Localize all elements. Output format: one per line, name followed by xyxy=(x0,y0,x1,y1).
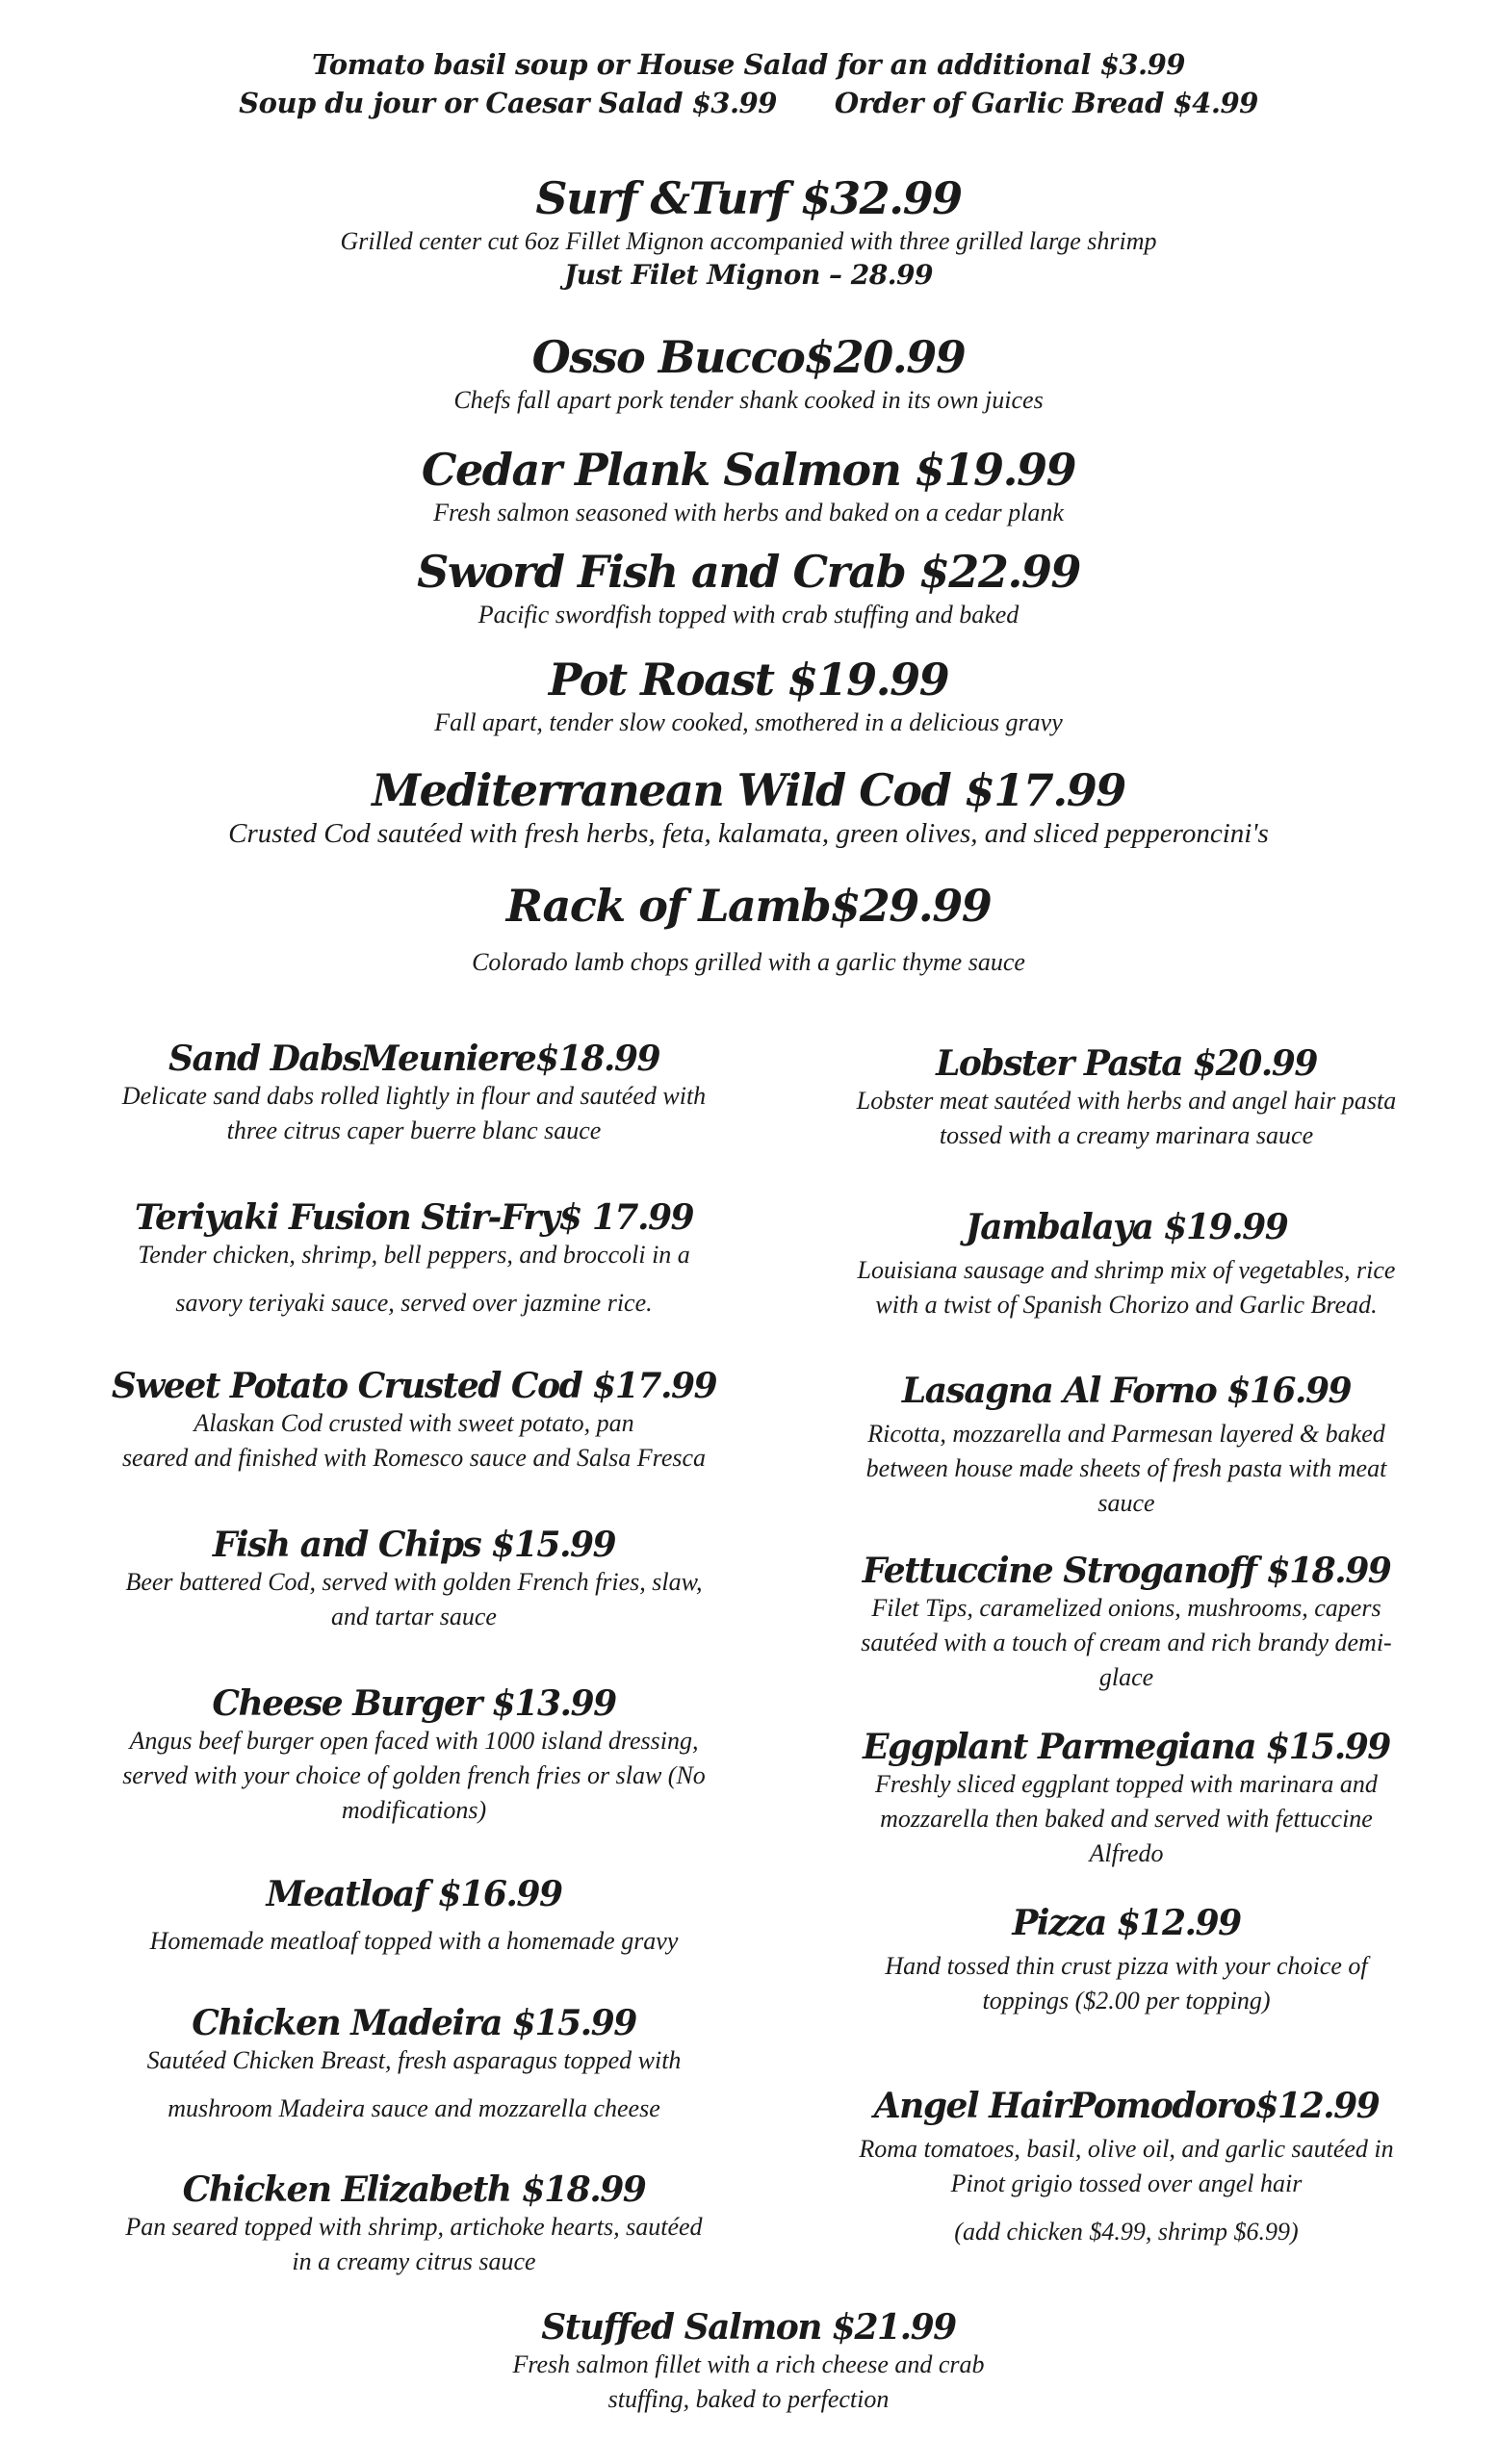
menu-item-teriyaki-stir-fry xyxy=(77,1198,751,1321)
item-title: Cheese Burger $13.99 xyxy=(212,1683,616,1724)
item-description-line: glace xyxy=(1098,1663,1154,1692)
item-description: Grilled center cut 6oz Fillet Mignon accompanied with three grilled large shrimp xyxy=(340,226,1157,255)
menu-item-chicken-madeira xyxy=(77,2004,751,2126)
featured-item-mediterranean-cod xyxy=(0,765,1497,851)
item-title: Eggplant Parmegiana $15.99 xyxy=(863,1727,1390,1767)
item-title: Fish and Chips $15.99 xyxy=(212,1525,616,1565)
item-description-line: Homemade meatloaf topped with a homemade gravy xyxy=(149,1927,679,1956)
featured-item-pot-roast xyxy=(0,654,1497,740)
item-title: Mediterranean Wild Cod $17.99 xyxy=(372,764,1125,816)
item-description-line: toppings ($2.00 per topping) xyxy=(982,1987,1271,2015)
menu-item-meatloaf xyxy=(77,1875,751,1959)
item-description: Pacific swordfish topped with crab stuffing and baked xyxy=(477,600,1020,629)
item-title: Meatloaf $16.99 xyxy=(266,1874,562,1914)
item-description-line: sauce xyxy=(1097,1489,1155,1518)
menu-item-lasagna xyxy=(789,1372,1463,1521)
menu-item-lobster-pasta xyxy=(789,1044,1463,1153)
featured-item-osso-bucco xyxy=(0,332,1497,418)
item-description-line: and tartar sauce xyxy=(331,1603,497,1631)
item-description-line: Ricotta, mozzarella and Parmesan layered & baked xyxy=(867,1420,1385,1449)
featured-item-cedar-plank-salmon xyxy=(0,445,1497,530)
item-description-line: (add chicken $4.99, shrimp $6.99) xyxy=(954,2218,1299,2246)
item-description-line: with a twist of Spanish Chorizo and Garlic Bread. xyxy=(875,1291,1378,1320)
item-description-line: Pan seared topped with shrimp, artichoke hearts, sautéed xyxy=(125,2213,703,2242)
menu-item-sweet-potato-cod xyxy=(77,1367,751,1476)
menu-item-sand-dabs xyxy=(77,1040,751,1148)
item-description-line: three citrus caper buerre blanc sauce xyxy=(226,1116,602,1145)
item-title: Surf &Turf $32.99 xyxy=(535,172,962,224)
featured-item-surf-turf xyxy=(0,173,1497,291)
item-description: Crusted Cod sautéed with fresh herbs, feta, kalamata, green olives, and sliced pepperoncini's xyxy=(228,817,1269,849)
item-title: Lasagna Al Forno $16.99 xyxy=(901,1371,1352,1411)
menu-item-chicken-elizabeth xyxy=(77,2170,751,2279)
item-title: Sweet Potato Crusted Cod $17.99 xyxy=(111,1366,717,1406)
item-description-line: Freshly sliced eggplant topped with marinara and xyxy=(875,1770,1378,1799)
item-description-line: Louisiana sausage and shrimp mix of vegetables, rice xyxy=(857,1256,1396,1285)
item-description-line: Tender chicken, shrimp, bell peppers, and broccoli in a xyxy=(138,1241,690,1270)
item-title: Angel HairPomodoro$12.99 xyxy=(873,2086,1380,2126)
item-description-line: between house made sheets of fresh pasta with meat xyxy=(865,1454,1387,1483)
item-description-line: modifications) xyxy=(341,1796,487,1825)
menu-item-cheese-burger xyxy=(77,1684,751,1828)
item-description-line: seared and finished with Romesco sauce and Salsa Fresca xyxy=(121,1444,707,1473)
item-title: Sand DabsMeuniere$18.99 xyxy=(168,1039,660,1079)
soup-caesar-price: Soup du jour or Caesar Salad $3.99 xyxy=(239,87,777,119)
featured-item-sword-fish-crab xyxy=(0,547,1497,632)
item-description-line: stuffing, baked to perfection xyxy=(607,2385,890,2414)
sides-line-1: Tomato basil soup or House Salad for an additional $3.99 xyxy=(312,48,1185,81)
item-title: Rack of Lamb$29.99 xyxy=(505,880,992,932)
item-title: Chicken Madeira $15.99 xyxy=(192,2003,636,2043)
item-description-line: sautéed with a touch of cream and rich brandy demi- xyxy=(861,1629,1392,1657)
item-description-line: Alaskan Cod crusted with sweet potato, pan xyxy=(194,1409,634,1438)
item-description-line: Angus beef burger open faced with 1000 island dressing, xyxy=(129,1727,699,1756)
menu-item-fettuccine-stroganoff xyxy=(789,1552,1463,1695)
item-description: Fresh salmon seasoned with herbs and baked on a cedar plank xyxy=(433,498,1064,526)
item-title: Pizza $12.99 xyxy=(1012,1903,1241,1943)
item-description-line: Filet Tips, caramelized onions, mushrooms, capers xyxy=(871,1594,1381,1623)
item-description-line: Hand tossed thin crust pizza with your choice of xyxy=(885,1952,1368,1981)
featured-item-rack-of-lamb xyxy=(0,881,1497,980)
item-description-line: in a creamy citrus sauce xyxy=(292,2247,536,2276)
menu-item-fish-and-chips xyxy=(77,1526,751,1634)
menu-item-angel-hair-pomodoro xyxy=(789,2087,1463,2249)
item-description-line: served with your choice of golden french fries or slaw (No xyxy=(122,1761,706,1790)
item-description-line: Lobster meat sautéed with herbs and angel hair pasta xyxy=(856,1087,1397,1116)
item-title: Fettuccine Stroganoff $18.99 xyxy=(862,1551,1391,1591)
item-subtitle: Just Filet Mignon – 28.99 xyxy=(564,258,933,291)
item-description-line: savory teriyaki sauce, served over jazmine rice. xyxy=(175,1289,653,1318)
menu-item-stuffed-salmon xyxy=(0,2308,1497,2417)
item-description-line: Beer battered Cod, served with golden French fries, slaw, xyxy=(125,1568,703,1597)
item-description-line: mushroom Madeira sauce and mozzarella cheese xyxy=(168,2094,660,2123)
sides-line-2 xyxy=(0,87,1497,119)
item-title: Stuffed Salmon $21.99 xyxy=(541,2307,956,2348)
garlic-bread-price: Order of Garlic Bread $4.99 xyxy=(834,87,1258,119)
menu-item-eggplant-parmegiana xyxy=(789,1728,1463,1871)
item-description-line: Pinot grigio tossed over angel hair xyxy=(950,2169,1303,2198)
item-title: Lobster Pasta $20.99 xyxy=(936,1043,1317,1084)
item-description: Fall apart, tender slow cooked, smothered in a delicious gravy xyxy=(434,707,1063,736)
item-description-line: Sautéed Chicken Breast, fresh asparagus topped with xyxy=(146,2046,682,2075)
item-title: Cedar Plank Salmon $19.99 xyxy=(421,444,1076,496)
item-title: Chicken Elizabeth $18.99 xyxy=(182,2169,646,2210)
item-title: Pot Roast $19.99 xyxy=(548,654,949,706)
menu-item-jambalaya xyxy=(789,1208,1463,1322)
menu-item-pizza xyxy=(789,1904,1463,2018)
item-description-line: Roma tomatoes, basil, olive oil, and garlic sautéed in xyxy=(859,2135,1394,2164)
item-title: Jambalaya $19.99 xyxy=(965,1207,1288,1247)
item-description-line: tossed with a creamy marinara sauce xyxy=(939,1121,1314,1150)
item-description-line: Delicate sand dabs rolled lightly in flour and sautéed with xyxy=(121,1082,707,1111)
item-description-line: mozzarella then baked and served with fettuccine xyxy=(880,1805,1373,1834)
item-description: Chefs fall apart pork tender shank cooked in its own juices xyxy=(453,385,1044,414)
item-title: Osso Bucco$20.99 xyxy=(531,331,966,383)
item-title: Sword Fish and Crab $22.99 xyxy=(417,546,1080,598)
item-description-line: Alfredo xyxy=(1089,1839,1164,1868)
item-description-line: Fresh salmon fillet with a rich cheese and crab xyxy=(512,2350,985,2379)
item-description: Colorado lamb chops grilled with a garlic thyme sauce xyxy=(472,947,1025,976)
item-title: Teriyaki Fusion Stir-Fry$ 17.99 xyxy=(134,1197,694,1238)
